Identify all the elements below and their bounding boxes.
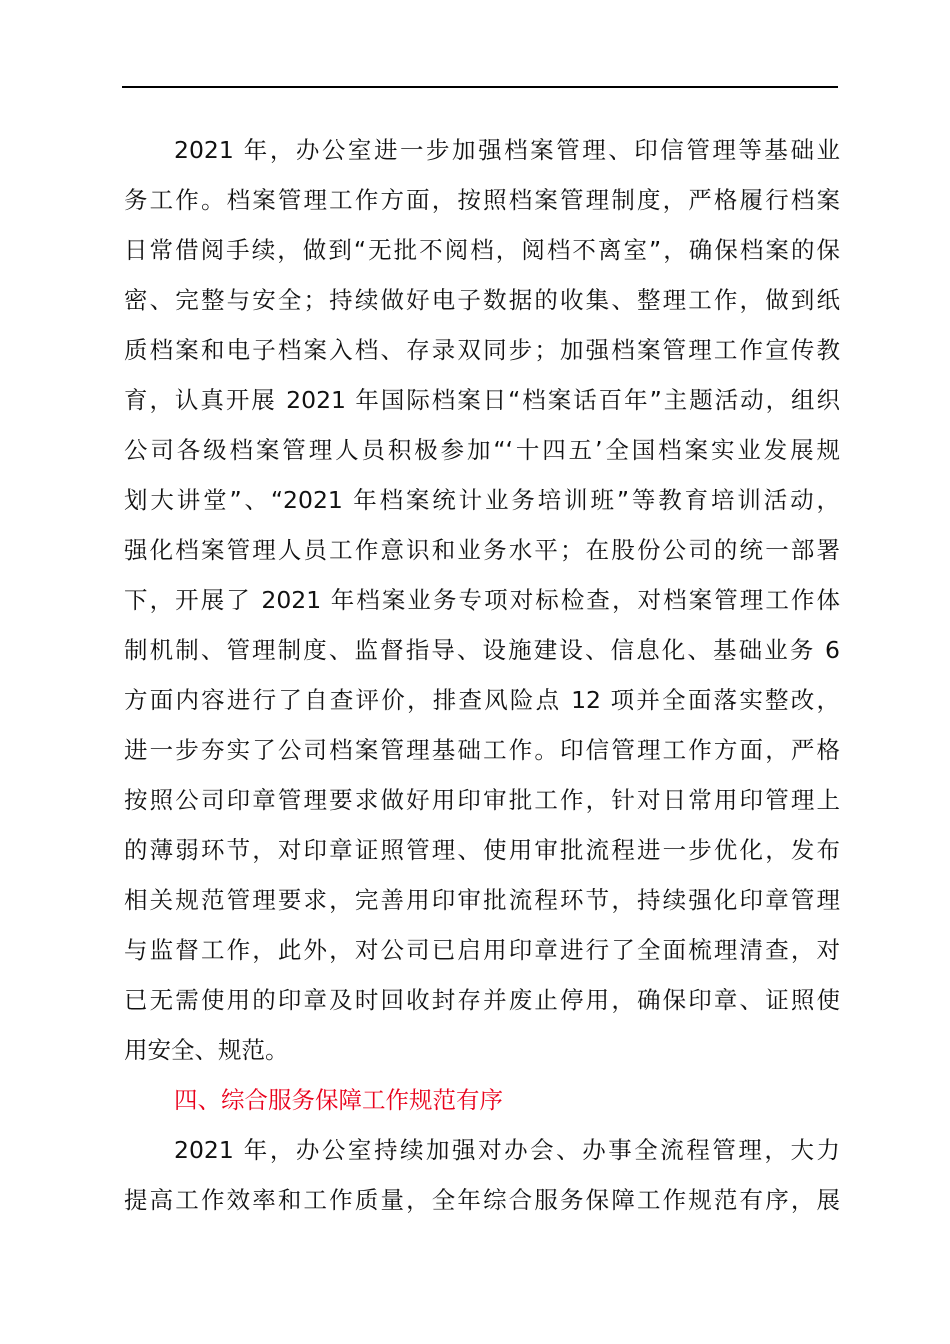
paragraph-line: 已无需使用的印章及时回收封存并废止停用，确保印章、证照使 bbox=[124, 986, 840, 1014]
paragraph-line: 与监督工作，此外，对公司已启用印章进行了全面梳理清查，对 bbox=[124, 936, 840, 964]
paragraph-line: 划大讲堂”、“2021 年档案统计业务培训班”等教育培训活动， bbox=[124, 486, 840, 514]
paragraph-line: 密、完整与安全；持续做好电子数据的收集、整理工作，做到纸 bbox=[124, 286, 840, 314]
paragraph-line: 2021 年，办公室持续加强对办会、办事全流程管理，大力 bbox=[174, 1136, 840, 1164]
paragraph-line: 进一步夯实了公司档案管理基础工作。印信管理工作方面，严格 bbox=[124, 736, 840, 764]
paragraph-line: 公司各级档案管理人员积极参加“‘十四五’全国档案实业发展规 bbox=[124, 436, 840, 464]
paragraph-line: 用安全、规范。 bbox=[124, 1036, 289, 1064]
header-rule bbox=[122, 86, 838, 88]
paragraph-line: 的薄弱环节，对印章证照管理、使用审批流程进一步优化，发布 bbox=[124, 836, 840, 864]
paragraph-line: 制机制、管理制度、监督指导、设施建设、信息化、基础业务 6 bbox=[124, 636, 840, 664]
paragraph-line: 提高工作效率和工作质量，全年综合服务保障工作规范有序，展 bbox=[124, 1186, 840, 1214]
paragraph-line: 2021 年，办公室进一步加强档案管理、印信管理等基础业 bbox=[174, 136, 840, 164]
paragraph-line: 按照公司印章管理要求做好用印审批工作，针对日常用印管理上 bbox=[124, 786, 840, 814]
paragraph-line: 强化档案管理人员工作意识和业务水平；在股份公司的统一部署 bbox=[124, 536, 840, 564]
paragraph-line: 日常借阅手续，做到“无批不阅档，阅档不离室”，确保档案的保 bbox=[124, 236, 840, 264]
paragraph-line: 务工作。档案管理工作方面，按照档案管理制度，严格履行档案 bbox=[124, 186, 840, 214]
paragraph-line: 质档案和电子档案入档、存录双同步；加强档案管理工作宣传教 bbox=[124, 336, 840, 364]
section-heading: 四、综合服务保障工作规范有序 bbox=[174, 1086, 503, 1114]
document-body bbox=[124, 125, 840, 1225]
paragraph-line: 育，认真开展 2021 年国际档案日“档案话百年”主题活动，组织 bbox=[124, 386, 840, 414]
paragraph-line: 相关规范管理要求，完善用印审批流程环节，持续强化印章管理 bbox=[124, 886, 840, 914]
paragraph-line: 下，开展了 2021 年档案业务专项对标检查，对档案管理工作体 bbox=[124, 586, 840, 614]
paragraph-line: 方面内容进行了自查评价，排查风险点 12 项并全面落实整改， bbox=[124, 686, 840, 714]
